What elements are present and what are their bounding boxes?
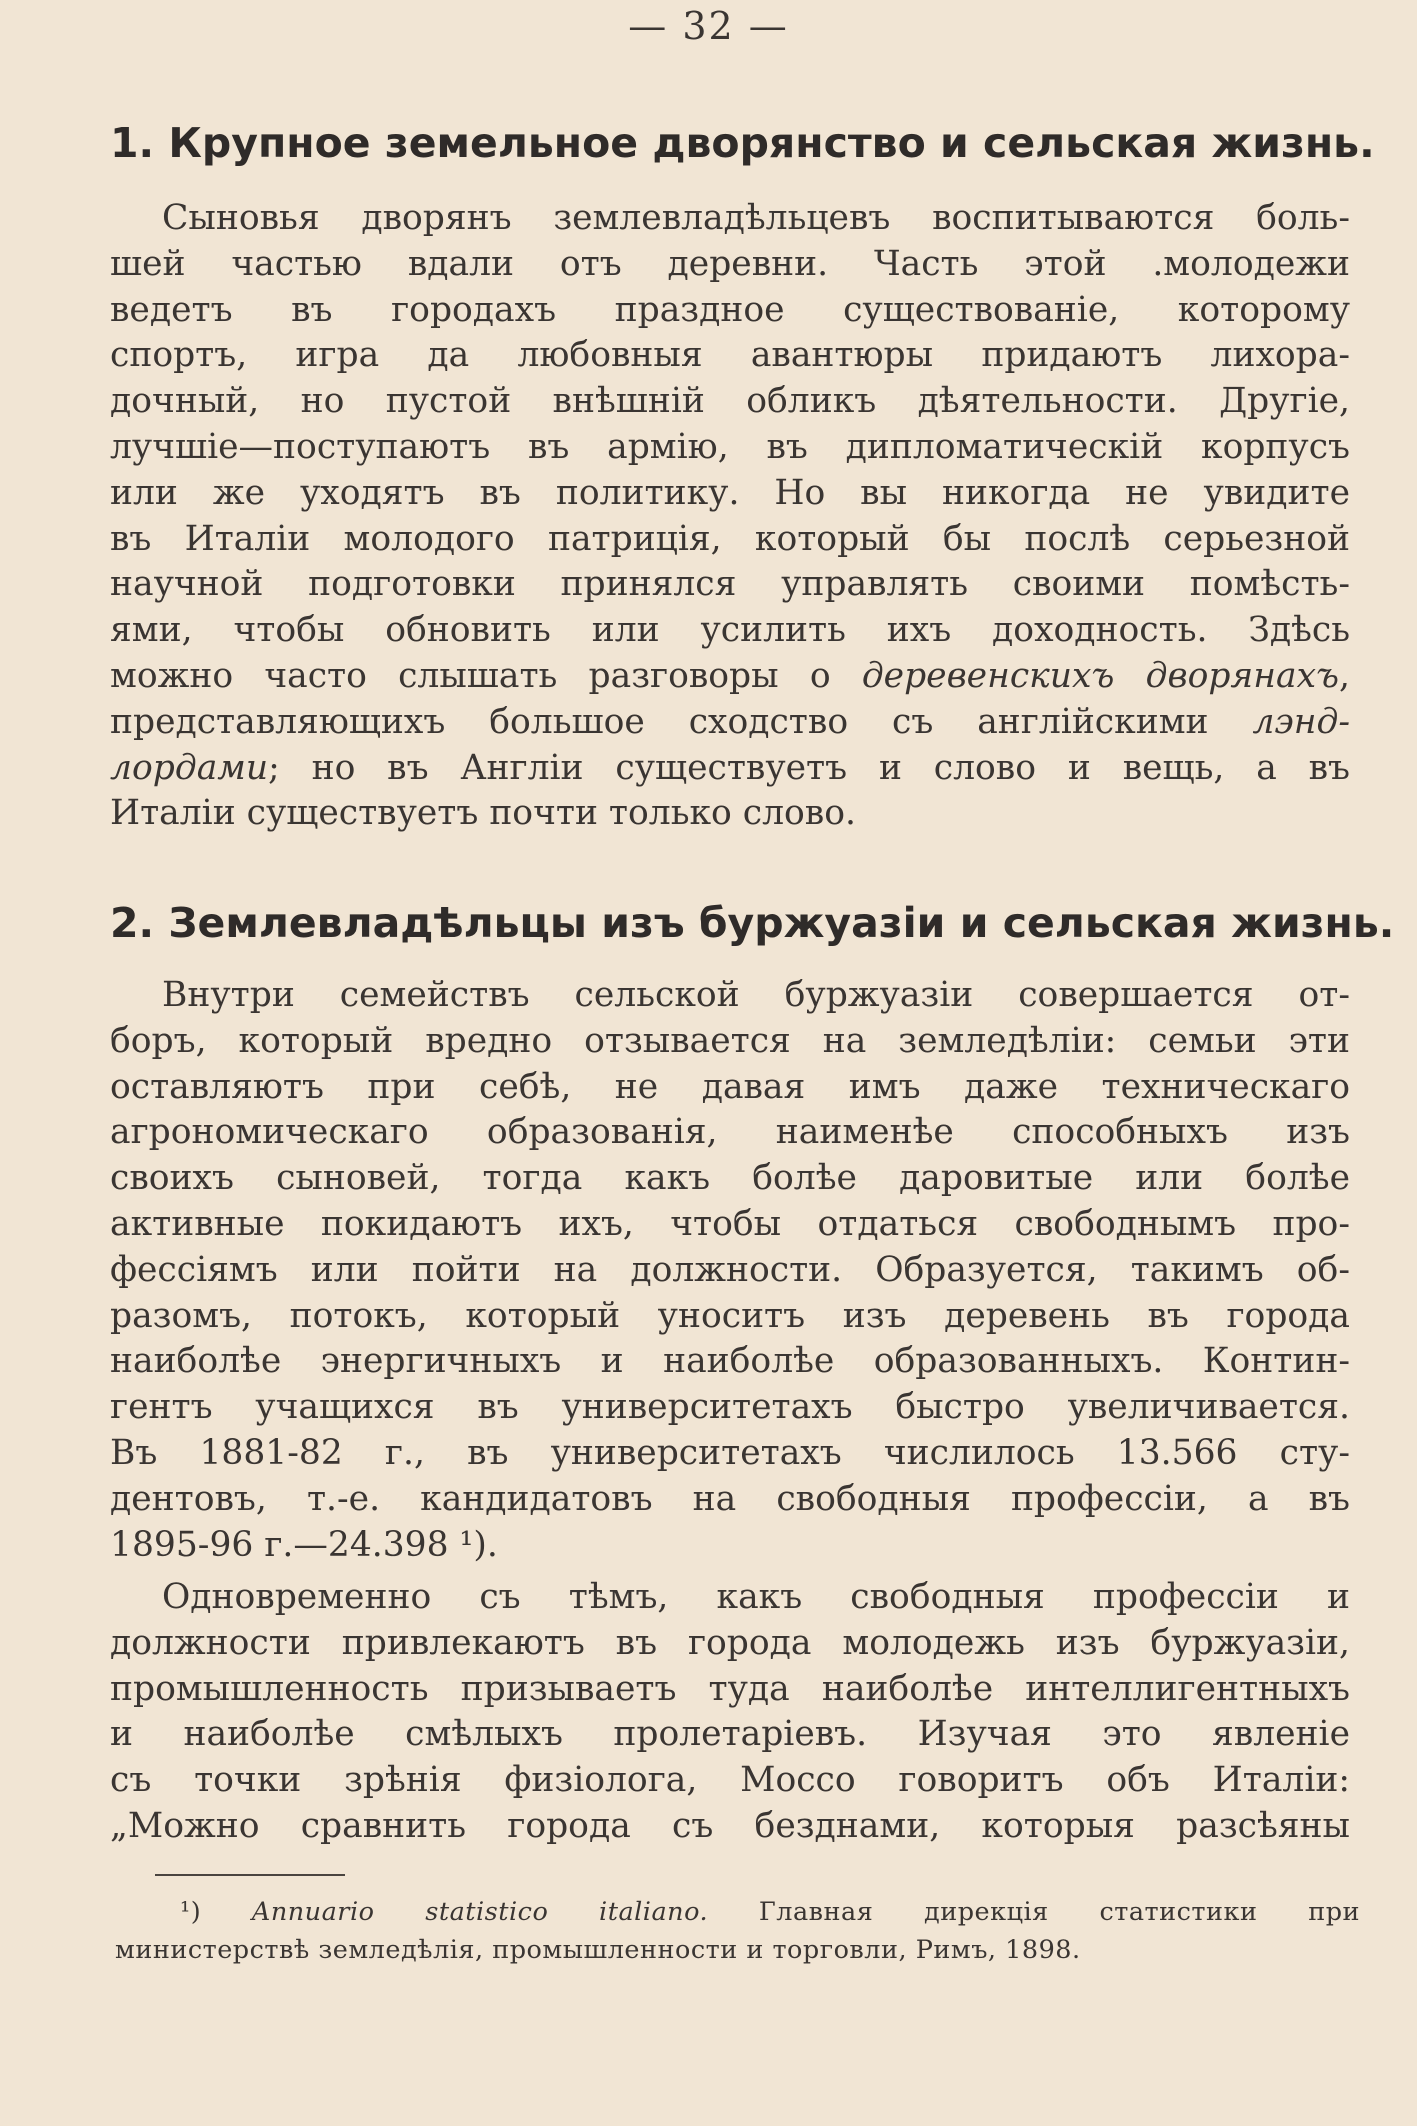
body-line: 1895-96 г.—24.398 ¹). — [110, 1524, 498, 1565]
footnote — [115, 1893, 1360, 1969]
footnote-source: Annuario statistico italiano. — [251, 1897, 709, 1927]
body-line: шей частью вдали отъ деревни. Часть этой .молодежи — [110, 243, 1350, 284]
body-line: съ точки зрѣнія физіолога, Моссо говоритъ объ Италіи: — [110, 1760, 1350, 1801]
body-line: научной подготовки принялся управлять своими помѣсть- — [110, 564, 1350, 605]
body-line: Сыновья дворянъ землевладѣльцевъ воспитываются боль- — [162, 198, 1350, 238]
body-text: можно часто слышать разговоры о — [110, 655, 862, 696]
section-2-heading: 2. Землевладѣльцы изъ буржуазіи и сельская жизнь. — [110, 899, 1395, 947]
body-line: агрономическаго образованія, наименѣе способныхъ изъ — [110, 1112, 1350, 1153]
body-line: гентъ учащихся въ университетахъ быстро увеличивается. — [110, 1387, 1350, 1428]
section-2-paragraph-2 — [110, 1575, 1350, 1850]
body-line: лучшіе—поступаютъ въ армію, въ дипломатическій корпусъ — [110, 426, 1350, 467]
italic-term: лэнд- — [1252, 701, 1350, 742]
body-line: ями, чтобы обновить или усилить ихъ доходность. Здѣсь — [110, 610, 1350, 651]
body-line: фессіямъ или пойти на должности. Образуется, такимъ об- — [110, 1249, 1350, 1290]
body-text: ; но въ Англіи существуетъ и слово и вещь, а въ — [268, 747, 1350, 788]
italic-term: лордами — [110, 747, 269, 788]
body-line: Одновременно съ тѣмъ, какъ свободныя профессіи и — [162, 1577, 1350, 1617]
body-text: представляющихъ большое сходство съ англійскими — [110, 701, 1253, 742]
section-2-paragraph-1 — [110, 973, 1350, 1568]
body-line: Внутри семействъ сельской буржуазіи совершается от- — [162, 975, 1350, 1015]
body-line: Италіи существуетъ почти только слово. — [110, 793, 856, 834]
body-line: ведетъ въ городахъ праздное существованіе, которому — [110, 289, 1350, 330]
body-line: или же уходятъ въ политику. Но вы никогда не увидите — [110, 472, 1350, 513]
body-line: дентовъ, т.-е. кандидатовъ на свободныя профессіи, а въ — [110, 1478, 1350, 1519]
body-line — [110, 746, 1350, 792]
section-1-body — [110, 196, 1350, 837]
footnote-line: министерствѣ земледѣлія, промышленности и торговли, Римъ, 1898. — [115, 1935, 1081, 1965]
body-line: промышленность призываетъ туда наиболѣе интеллигентныхъ — [110, 1668, 1350, 1709]
body-line: въ Италіи молодого патриція, который бы послѣ серьезной — [110, 518, 1350, 559]
body-line: наиболѣе энергичныхъ и наиболѣе образованныхъ. Контин- — [110, 1341, 1350, 1382]
footnote-line — [115, 1893, 1360, 1931]
body-text: , — [1339, 655, 1350, 696]
body-line: оставляютъ при себѣ, не давая имъ даже техническаго — [110, 1066, 1350, 1107]
body-line: и наиболѣе смѣлыхъ пролетаріевъ. Изучая это явленіе — [110, 1714, 1350, 1755]
body-line: боръ, который вредно отзывается на земледѣліи: семьи эти — [110, 1020, 1350, 1061]
body-line: активные покидаютъ ихъ, чтобы отдаться свободнымъ про- — [110, 1203, 1350, 1244]
page-number: — 32 — — [628, 4, 789, 48]
body-line: Въ 1881-82 г., въ университетахъ числилось 13.566 сту- — [110, 1432, 1350, 1473]
body-line: своихъ сыновей, тогда какъ болѣе даровитые или болѣе — [110, 1158, 1350, 1199]
body-line: спортъ, игра да любовныя авантюры придаютъ лихора- — [110, 335, 1350, 376]
footnote-marker: ¹) — [180, 1897, 202, 1927]
body-line — [110, 700, 1350, 746]
body-line — [110, 654, 1350, 700]
body-line: „Можно сравнить города съ безднами, которыя разсѣяны — [110, 1805, 1350, 1846]
body-line: должности привлекаютъ въ города молодежь изъ буржуазіи, — [110, 1622, 1350, 1663]
body-line: разомъ, потокъ, который уноситъ изъ деревень въ города — [110, 1295, 1350, 1336]
section-1-heading: 1. Крупное земельное дворянство и сельская жизнь. — [110, 119, 1375, 167]
italic-term: деревенскихъ дворянахъ — [861, 655, 1340, 696]
footnote-text: Главная дирекція статистики при — [758, 1897, 1361, 1927]
body-line: дочный, но пустой внѣшній обликъ дѣятельности. Другіе, — [110, 381, 1350, 422]
footnote-divider — [155, 1874, 345, 1876]
